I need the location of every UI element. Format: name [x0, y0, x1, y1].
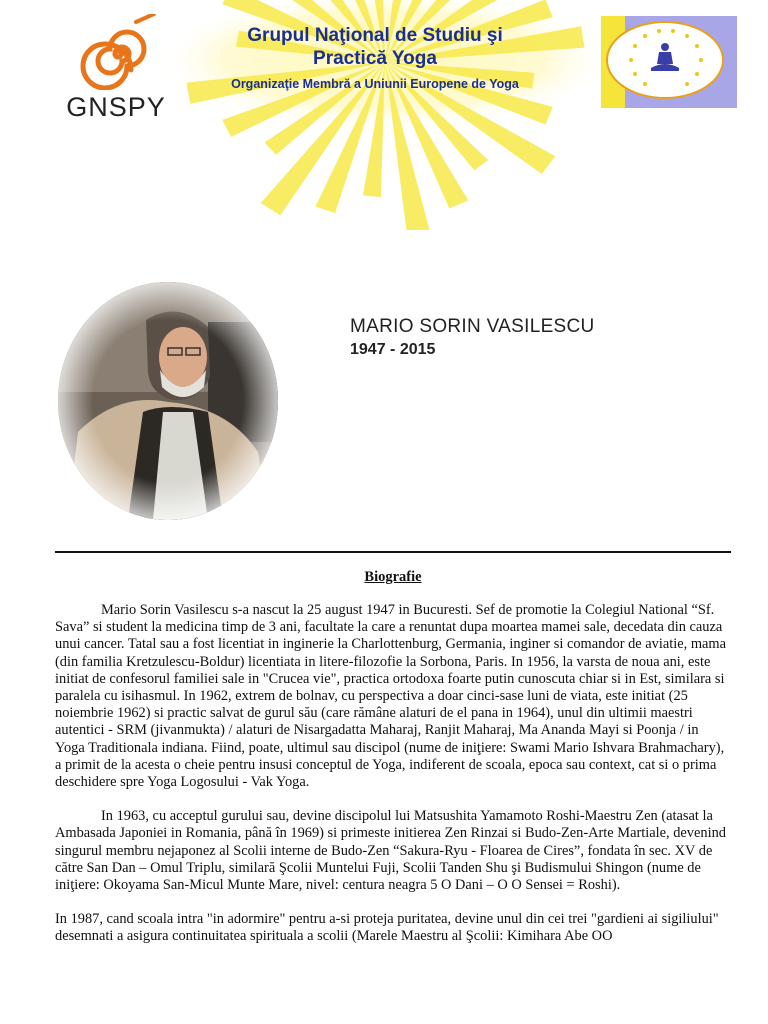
- horizontal-divider: [55, 551, 731, 553]
- bio-paragraph-3: In 1987, cand scoala intra "in adormire" pentru a-si proteja puritatea, devine unul din cei trei "gardieni ai sigiliului" desemnati a asigura continuitatea spirituala a scolii (Marele Maestru al Şcolii: Kimihara Abe OO: [55, 911, 719, 945]
- spiral-logo-icon: [78, 14, 158, 90]
- portrait-photo: [58, 282, 278, 520]
- european-union-yoga-badge: [601, 16, 737, 108]
- title-line-1: Grupul Naţional de Studiu şi: [247, 25, 503, 46]
- person-name: MARIO SORIN VASILESCU: [350, 316, 595, 337]
- bio-paragraph-1: Mario Sorin Vasilescu s-a nascut la 25 august 1947 in Bucuresti. Sef de promotie la Colegiul National “Sf. Sava” si student la medicina timp de 3 ani, facultate la care a renuntat dupa moartea mamei sale, decedata din cauza unui cancer. Tatal sau a fost licentiat in inginerie la Charlottenburg, Germania, inginer si comandor de aviatie, mama (din familia Kretzulescu-Boldur) licentiata in litere-filozofie la Sorbona, Paris. In 1956, la varsta de noua ani, este initiat de confesorul familiei sale in "Crucea vie", practica ortodoxa foarte putin cunoscuta chiar si in Est, similara si paralela cu isihasmul. In 1962, extrem de bolnav, cu perspectiva a doar cinci-sase luni de viata, este initiat (25 noiembrie 1962) si practic salvat de gurul său (care rămâne alaturi de el pana in 1964), unul din ultimii maestri autentici - SRM (jivanmukta) / alaturi de Nisargadatta Maharaj, Ranjit Maharaj, Ma Ananda Mayi si Poonja / in Yoga Traditionala indiana. Fiind, poate, ultimul sau discipol (nume de iniţiere: Swami Mario Ishvara Brahmachary), a primit de la acesta o cheie pentru insusi conceptul de Yoga, indiferent de scoala, epoca sau context, cat si o prima deschidere spre Yoga Logosului - Vak Yoga.: [55, 602, 726, 791]
- bio-paragraph-2: In 1963, cu acceptul gurului sau, devine discipolul lui Matsushita Yamamoto Roshi-Maestru Zen (atasat la Ambasada Japoniei in Romania, până în 1969) si primeste initierea Zen Rinzai si Budo-Zen-Arte Martiale, devenind singurul membru nejaponez al Scolii interne de Budo-Zen “Sakura-Ryu - Floarea de Cires”, fondata în sec. XV de către San Dan – Omul Triplu, similară Şcolii Muntelui Fuji, Scolii Tanden Shu şi Budismului Shingon (nume de iniţiere: Okoyama San-Micul Munte Mare, nivel: centura neagra 5 O Dani – O O Sensei = Roshi).: [55, 808, 726, 894]
- gnspy-logo: [56, 14, 176, 122]
- organization-title: [200, 24, 550, 70]
- biography-body: [55, 602, 731, 963]
- organization-subtitle: Organizaţie Membră a Uniunii Europene de Yoga: [231, 77, 519, 91]
- title-line-2: Practică Yoga: [313, 48, 437, 69]
- biography-heading: Biografie: [364, 569, 422, 585]
- page-header: [0, 0, 768, 230]
- person-lifespan: 1947 - 2015: [350, 341, 436, 358]
- logo-text: GNSPY: [66, 92, 166, 122]
